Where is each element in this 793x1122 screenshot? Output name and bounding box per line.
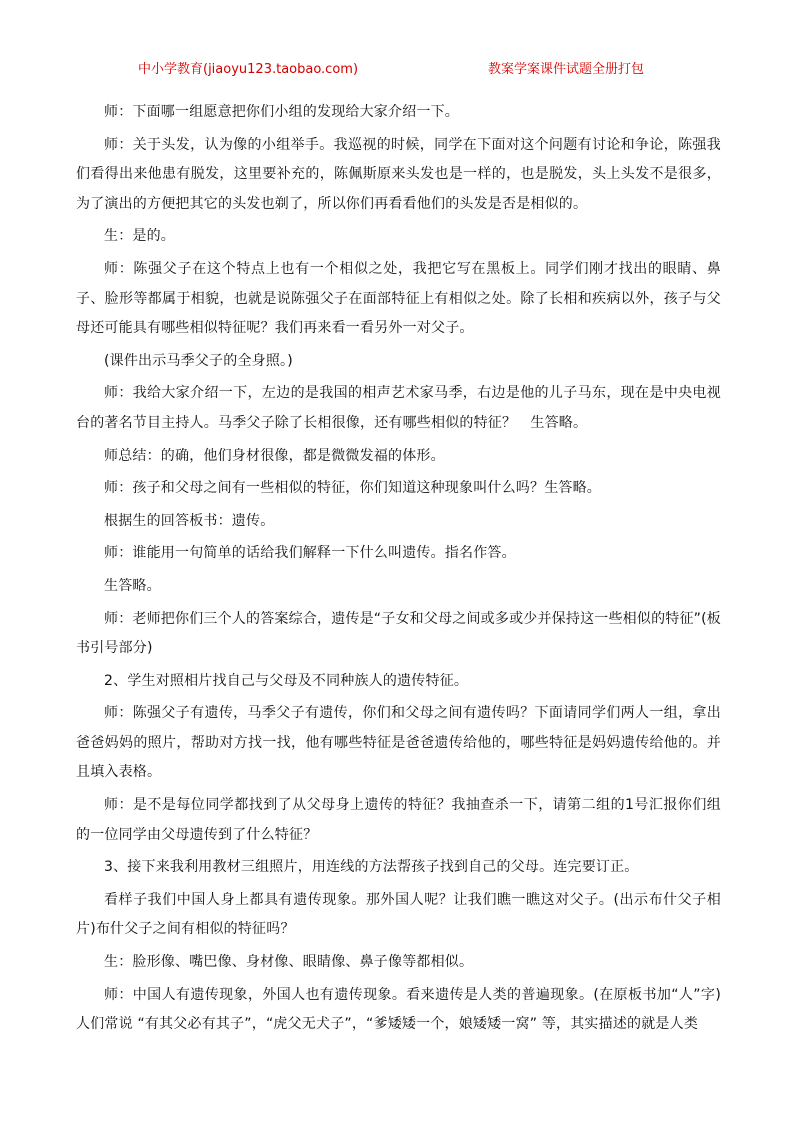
paragraph: 生答略。: [104, 577, 161, 594]
paragraph: 生：脸形像、嘴巴像、身材像、眼睛像、鼻子像等都相似。: [104, 954, 474, 971]
paragraph: 师：中国人有遗传现象，外国人也有遗传现象。看来遗传是人类的普遍现象。(在原板书加“人”字)人们常说 “有其父必有其子”，“虎父无犬子”，“爹矮矮一个，娘矮矮一窝” 等，其实描述的就是人类: [76, 986, 721, 1033]
paragraph: 师：陈强父子在这个特点上也有一个相似之处，我把它写在黑板上。同学们刚才找出的眼睛、鼻子、脸形等都属于相貌，也就是说陈强父子在面部特征上有相似之处。除了长相和疾病以外，孩子与父母还可能具有哪些相似特征呢？我们再来看一看另外一对父子。: [76, 260, 721, 337]
paragraph: 2、学生对照相片找自己与父母及不同种族人的遗传特征。: [104, 672, 469, 689]
paragraph: 师总结：的确，他们身材很像，都是微微发福的体形。: [104, 447, 445, 464]
paragraph: (课件出示马季父子的全身照。): [104, 352, 293, 369]
paragraph: 看样子我们中国人身上都具有遗传现象。那外国人呢？让我们瞧一瞧这对父子。(出示布什父子相片)布什父子之间有相似的特征吗？: [76, 891, 721, 938]
paragraph: 师：陈强父子有遗传，马季父子有遗传，你们和父母之间有遗传吗？下面请同学们两人一组，拿出爸爸妈妈的照片，帮助对方找一找，他有哪些特征是爸爸遗传给他的，哪些特征是妈妈遗传给他的。并且填入表格。: [76, 705, 721, 781]
document-body: [76, 98, 721, 1043]
paragraph: 师：孩子和父母之间有一些相似的特征，你们知道这种现象叫什么吗？生答略。: [104, 480, 601, 497]
paragraph: 师：谁能用一句简单的话给我们解释一下什么叫遗传。指名作答。: [104, 545, 516, 562]
paragraph: 根据生的回答板书：遗传。: [104, 512, 275, 529]
paragraph: 生：是的。: [104, 228, 175, 245]
paragraph: 3、接下来我利用教材三组照片，用连线的方法帮孩子找到自己的父母。连完要订正。: [104, 859, 639, 876]
header-source-text: 中小学教育(jiaoyu123.taobao.com): [138, 62, 359, 77]
paragraph: 师：关于头发，认为像的小组举手。我巡视的时候，同学在下面对这个问题有讨论和争论，陈强我们看得出来他患有脱发，这里要补充的，陈佩斯原来头发也是一样的，也是脱发，头上头发不是很多，为了演出的方便把其它的头发也剃了，所以你们再看看他们的头发是否是相似的。: [76, 136, 721, 212]
paragraph: 师：我给大家介绍一下，左边的是我国的相声艺术家马季，右边是他的儿子马东，现在是中央电视台的著名节目主持人。马季父子除了长相很像，还有哪些相似的特征？ 生答略。: [76, 385, 721, 431]
paragraph: 师：老师把你们三个人的答案综合，遗传是“子女和父母之间或多或少并保持这一些相似的特征”(板书引号部分): [76, 610, 721, 657]
header-promo-text: 教案学案课件试题全册打包: [488, 62, 645, 77]
page-header: [0, 58, 793, 78]
paragraph: 师：下面哪一组愿意把你们小组的发现给大家介绍一下。: [104, 104, 459, 120]
paragraph: 师：是不是每位同学都找到了从父母身上遗传的特征？我抽查杀一下，请第二组的1号汇报你们组的一位同学由父母遗传到了什么特征？: [76, 797, 721, 843]
